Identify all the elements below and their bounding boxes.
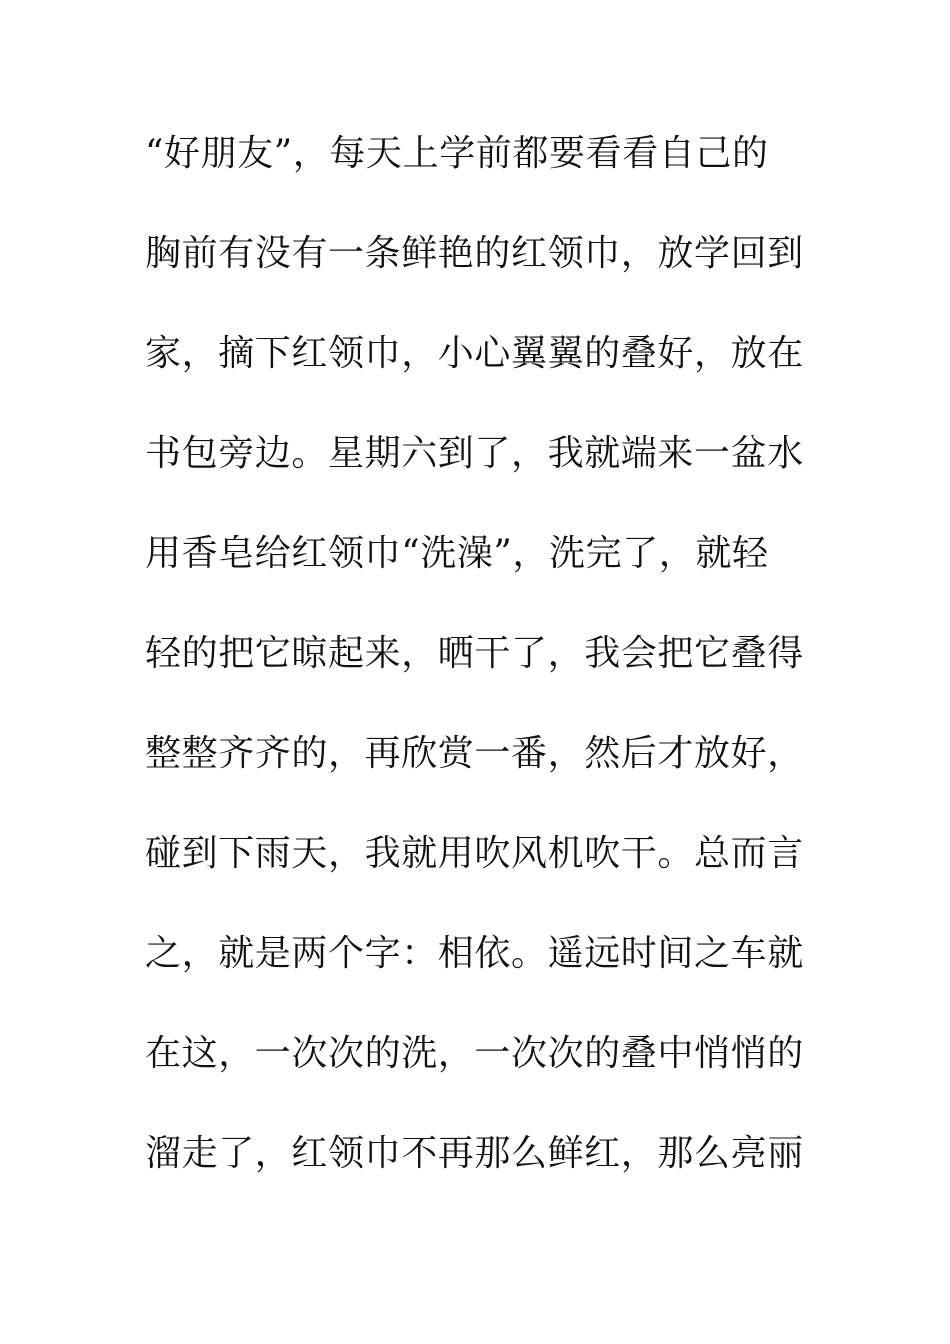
text-line: 在这，一次次的洗，一次次的叠中悄悄的 (145, 1033, 804, 1074)
text-line: 家，摘下红领巾，小心翼翼的叠好，放在 (145, 333, 804, 374)
text-line: 之，就是两个字：相依。遥远时间之车就 (145, 933, 804, 974)
body-text (145, 122, 810, 1222)
text-line: 书包旁边。星期六到了，我就端来一盆水 (145, 433, 804, 474)
text-line: 整整齐齐的，再欣赏一番，然后才放好， (145, 733, 804, 774)
text-line: “好朋友”，每天上学前都要看看自己的 (145, 133, 769, 174)
text-line: 用香皂给红领巾“洗澡”，洗完了，就轻 (145, 533, 769, 574)
text-line: 溜走了，红领巾不再那么鲜红，那么亮丽 (145, 1133, 804, 1174)
text-line: 碰到下雨天，我就用吹风机吹干。总而言 (145, 833, 804, 874)
text-line: 胸前有没有一条鲜艳的红领巾，放学回到 (145, 233, 804, 274)
text-line: 轻的把它晾起来，晒干了，我会把它叠得 (145, 633, 804, 674)
